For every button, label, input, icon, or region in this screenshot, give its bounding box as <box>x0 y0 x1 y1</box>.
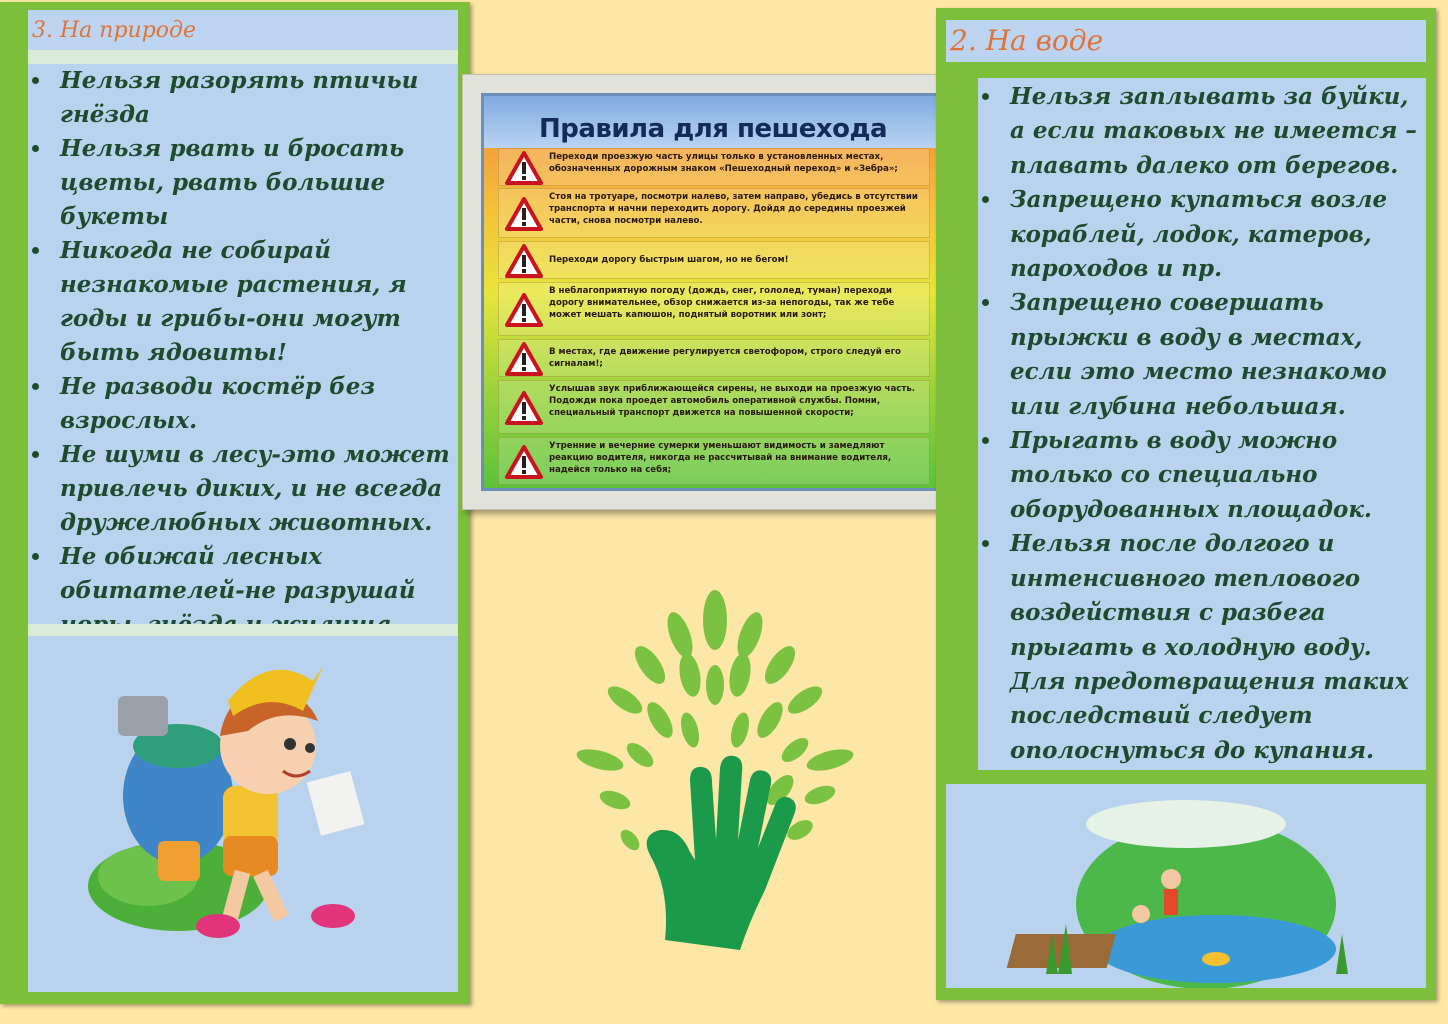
poster-row-text: Утренние и вечерние сумерки уменьшают видимость и замедляют реакцию водителя, никогда не рассчитывай на внимание водителя, надейся только на себя; <box>549 441 892 475</box>
warning-icon <box>505 391 543 425</box>
right-panel <box>936 8 1436 1000</box>
poster-row-text: Переходи дорогу быстрым шагом, но не бегом! <box>549 255 789 265</box>
list-item: Не разводи костёр без взрослых. <box>28 370 456 438</box>
left-image-area <box>28 636 458 992</box>
list-item: Запрещено совершать прыжки в воду в местах, если это место незнакомо или глубина небольшая. <box>978 286 1424 424</box>
left-text-area <box>28 64 458 624</box>
poster-row-text: Переходи проезжую часть улицы только в установленных местах, обозначенных дорожным знаком «Пешеходный переход» и «Зебра»; <box>549 152 898 174</box>
poster-row-text: Услышав звук приближающейся сирены, не выходи на проезжую часть. Подожди пока проедет автомобиль оперативной службы. Помни, специальный транспорт движется на повышенной скорости; <box>549 384 916 418</box>
left-section-title: 3. На природе <box>32 18 196 43</box>
eco-hand-tree-logo <box>570 590 860 950</box>
right-rules-list <box>978 80 1424 768</box>
left-panel <box>0 2 470 1004</box>
poster-row-text: В неблагоприятную погоду (дождь, снег, гололед, туман) переходи дорогу внимательнее, обзор снижается из-за непогоды, так же тебе может мешать капюшон, поднятый воротник или зонт; <box>549 286 895 320</box>
list-item: Нельзя рвать и бросать цветы, рвать большие букеты <box>28 132 456 234</box>
poster-board <box>481 93 945 491</box>
warning-icon <box>505 293 543 327</box>
poster-row <box>498 188 930 238</box>
list-item: Не шуми в лесу-это может привлечь диких, и не всегда дружелюбных животных. <box>28 438 456 540</box>
warning-icon <box>505 244 543 278</box>
list-item: Нельзя разорять птичьи гнёзда <box>28 64 456 132</box>
list-item: Прыгать в воду можно только со специально оборудованных площадок. <box>978 424 1424 527</box>
warning-icon <box>505 151 543 185</box>
warning-icon <box>505 445 543 479</box>
poster-row-text: Стоя на тротуаре, посмотри налево, затем направо, убедись в отсутствии транспорта и начни переходить дорогу. Дойдя до середины проезжей части, снова посмотри налево. <box>549 192 918 226</box>
poster-row <box>498 437 930 485</box>
poster-row <box>498 339 930 377</box>
warning-icon <box>505 342 543 376</box>
list-item: Не обижай лесных обитателей-не разрушай <box>28 540 456 710</box>
right-image-area <box>946 784 1426 988</box>
warning-icon <box>505 197 543 231</box>
list-item: Запрещено купаться возле кораблей, лодок, катеров, пароходов и пр. <box>978 183 1424 286</box>
pedestrian-rules-poster <box>462 74 964 510</box>
poster-row <box>498 380 930 434</box>
poster-row-text: В местах, где движение регулируется светофором, строго следуй его сигналам!; <box>549 347 901 369</box>
hiking-boy-illustration <box>28 636 458 992</box>
right-text-area <box>978 78 1426 770</box>
lake-swimming-illustration <box>946 784 1426 988</box>
list-item: Никогда не собирай незнакомые растения, я годы и грибы-они могут быть ядовиты! <box>28 234 456 370</box>
left-title-divider <box>28 50 458 64</box>
poster-row <box>498 241 930 279</box>
left-image-divider <box>28 624 458 636</box>
list-item: Нельзя после долгого и интенсивного теплового воздействия с разбега прыгать в холодную воду. Для предотвращения таких последствий следует ополоснуться до купания. <box>978 527 1424 768</box>
poster-title: Правила для пешехода <box>538 114 888 144</box>
list-item: Нельзя заплывать за буйки, а если таковых не имеется – плавать далеко от берегов. <box>978 80 1424 183</box>
right-section-title: 2. На воде <box>950 24 1104 57</box>
poster-row <box>498 148 930 186</box>
poster-row <box>498 282 930 336</box>
left-rules-list <box>28 64 456 710</box>
